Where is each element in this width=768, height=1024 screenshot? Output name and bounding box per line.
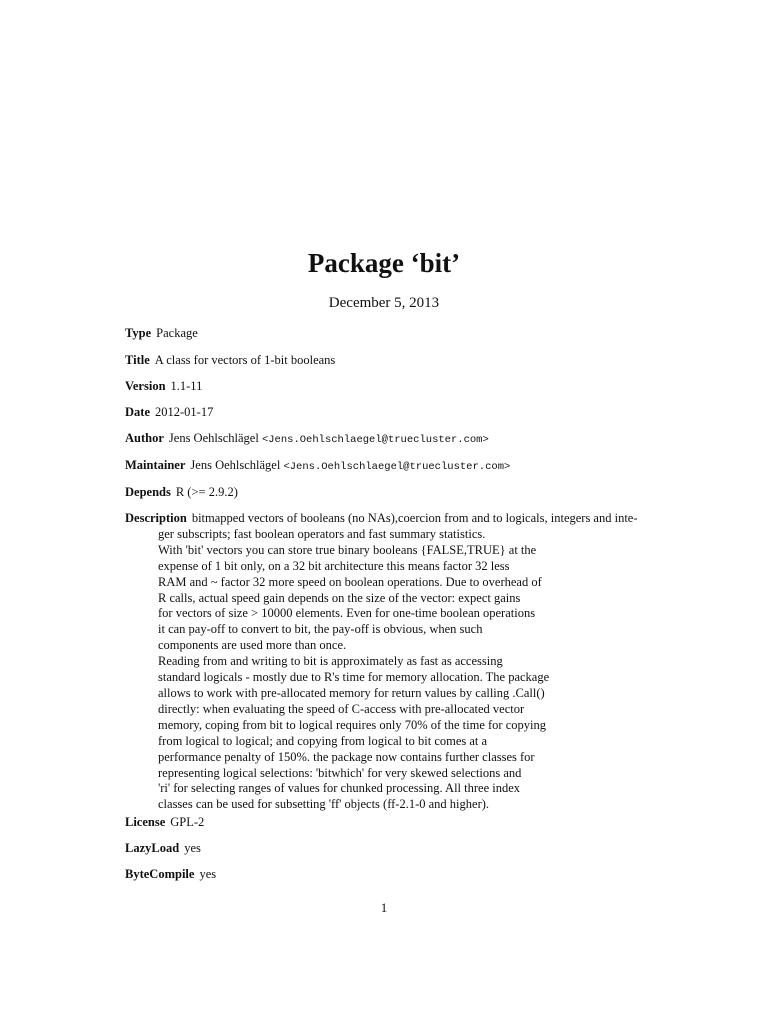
description-line: ger subscripts; fast boolean operators and fast summary statistics. [158, 526, 486, 541]
description-line: RAM and ~ factor 32 more speed on boolean operations. Due to overhead of [158, 574, 542, 589]
description-line: performance penalty of 150%. the package now contains further classes for [158, 749, 535, 764]
field-date [125, 404, 213, 420]
field-label: Maintainer [125, 458, 186, 472]
field-value: yes [199, 867, 217, 881]
description-text: bitmapped vectors of booleans (no NAs),coercion from and to logicals, integers and inte- [191, 511, 638, 525]
description-line: expense of 1 bit only, on a 32 bit architecture this means factor 32 less [158, 558, 510, 573]
field-value: yes [184, 841, 201, 855]
author-name: Jens Oehlschlägel [168, 431, 259, 445]
description-line: directly: when evaluating the speed of C-access with pre-allocated vector [158, 701, 525, 716]
description-line: it can pay-off to convert to bit, the pay-off is obvious, when such [158, 622, 483, 637]
field-label: LazyLoad [125, 841, 180, 855]
description-line: R calls, actual speed gain depends on the size of the vector: expect gains [158, 590, 521, 605]
field-value: A class for vectors of 1-bit booleans [154, 353, 336, 367]
field-label: Description [125, 511, 187, 525]
field-value: GPL-2 [170, 815, 205, 829]
field-label: Version [125, 379, 166, 393]
field-value: 1.1-11 [170, 379, 203, 393]
page-title: Package ‘bit’ [307, 248, 461, 278]
field-label: Type [125, 326, 152, 340]
field-license [125, 814, 204, 830]
field-value: 2012-01-17 [155, 405, 214, 419]
field-bytecompile [125, 866, 216, 882]
page-number: 1 [380, 900, 388, 915]
field-title [125, 352, 335, 368]
description-line: Reading from and writing to bit is approximately as fast as accessing [158, 654, 503, 669]
maintainer-email: <Jens.Oehlschlaegel@truecluster.com> [283, 461, 511, 473]
description-line: memory, coping from bit to logical requires only 70% of the time for copying [158, 717, 546, 732]
field-maintainer [125, 457, 510, 475]
description-line: from logical to logical; and copying from logical to bit comes at a [158, 733, 488, 748]
field-lazyload [125, 840, 201, 856]
description-line: representing logical selections: 'bitwhich' for very skewed selections and [158, 765, 522, 780]
field-version [125, 378, 202, 394]
description-line: components are used more than once. [158, 638, 347, 653]
field-label: Author [125, 431, 164, 445]
field-author [125, 430, 489, 448]
field-label: License [125, 815, 166, 829]
field-label: Title [125, 353, 150, 367]
field-depends [125, 484, 238, 500]
description-line: With 'bit' vectors you can store true binary booleans {FALSE,TRUE} at the [158, 542, 537, 557]
description-line: allows to work with pre-allocated memory for return values by calling .Call() [158, 685, 545, 700]
field-value: R (>= 2.9.2) [175, 485, 238, 499]
maintainer-name: Jens Oehlschlägel [190, 458, 281, 472]
description-first-line [125, 511, 645, 527]
field-label: Date [125, 405, 150, 419]
description-line: classes can be used for subsetting 'ff' objects (ff-2.1-0 and higher). [158, 797, 490, 812]
description-line: 'ri' for selecting ranges of values for chunked processing. All three index [158, 781, 521, 796]
author-email: <Jens.Oehlschlaegel@truecluster.com> [261, 434, 489, 446]
field-description [125, 511, 645, 813]
document-date: December 5, 2013 [328, 295, 440, 311]
description-line: standard logicals - mostly due to R's time for memory allocation. The package [158, 670, 550, 685]
field-type [125, 325, 198, 341]
field-label: Depends [125, 485, 171, 499]
field-label: ByteCompile [125, 867, 195, 881]
description-line: for vectors of size > 10000 elements. Even for one-time boolean operations [158, 606, 536, 621]
field-value: Package [156, 326, 198, 340]
